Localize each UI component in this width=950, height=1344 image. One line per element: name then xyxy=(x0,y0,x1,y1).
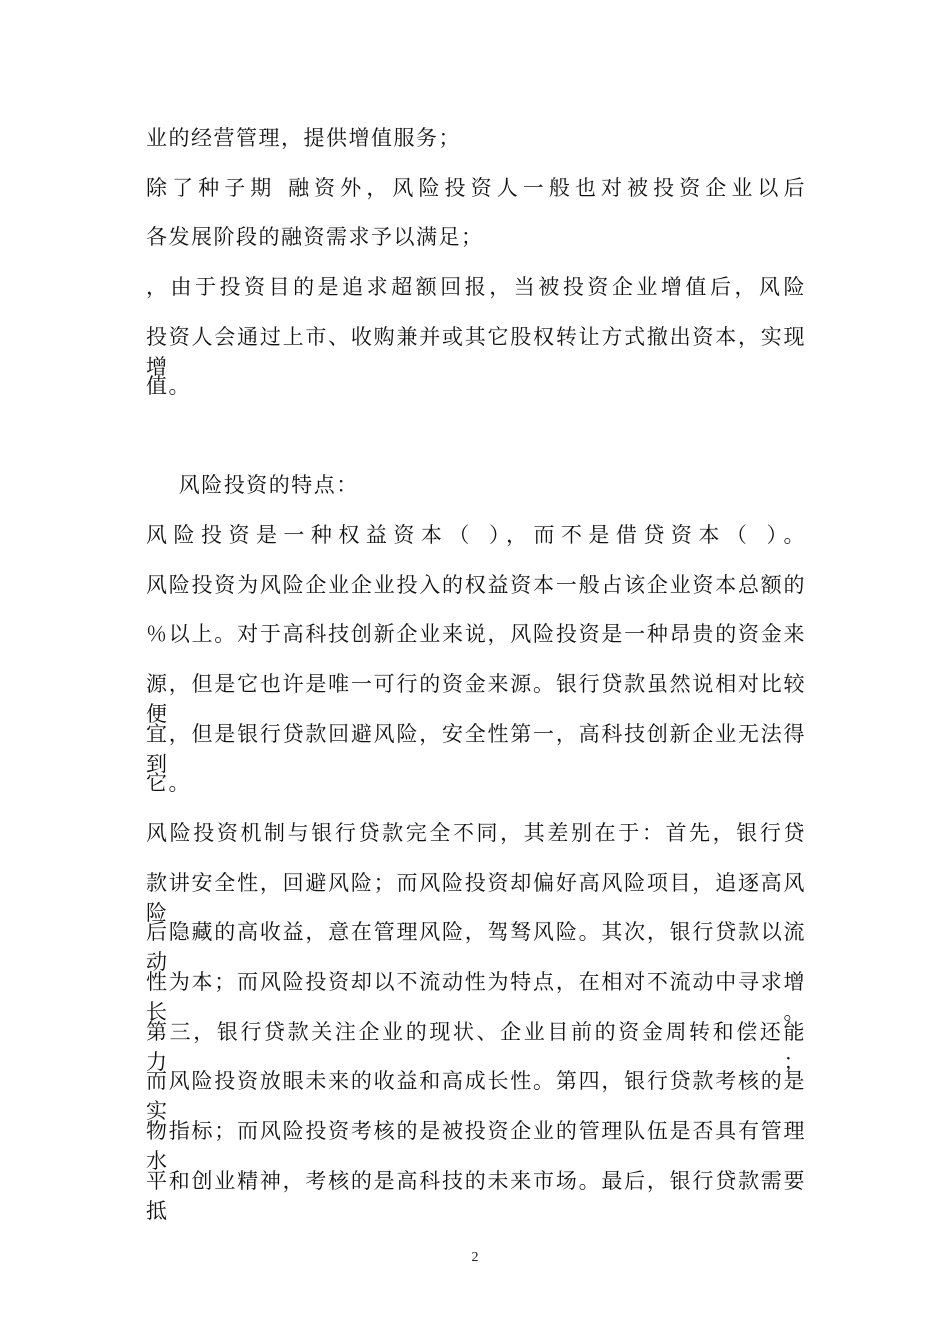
paragraph-line: 业的经营管理，提供增值服务； xyxy=(146,126,461,150)
section-heading: 风险投资的特点： xyxy=(146,473,359,497)
paragraph-line: 物指标；而风险投资考核的是被投资企业的管理队伍是否具有管理水 xyxy=(146,1119,806,1173)
paragraph-line: 款讲安全性，回避风险；而风险投资却偏好高风险项目，追逐高风险 xyxy=(146,871,806,925)
paragraph-line: 第三，银行贷款关注企业的现状、企业目前的资金周转和偿还能力； xyxy=(146,1020,806,1074)
paragraph-line: 它。 xyxy=(146,771,191,795)
paragraph-line: 而风险投资放眼未来的收益和高成长性。第四，银行贷款考核的是实 xyxy=(146,1069,806,1123)
page-number: 2 xyxy=(471,1250,479,1265)
paragraph-line: 值。 xyxy=(146,374,191,398)
paragraph-line: 性为本；而风险投资却以不流动性为特点，在相对不流动中寻求增长。 xyxy=(146,970,806,1024)
paragraph-line: 除了种子期 融资外，风险投资人一般也对被投资企业以后 xyxy=(146,176,806,200)
paragraph-line: 风险投资是一种权益资本（ ），而不是借贷资本（ ）。 xyxy=(146,523,806,547)
paragraph-line: 风险投资为风险企业企业投入的权益资本一般占该企业资本总额的 xyxy=(146,573,806,597)
paragraph-line: 风险投资机制与银行贷款完全不同，其差别在于：首先，银行贷 xyxy=(146,821,806,845)
paragraph-line: ％以上。对于高科技创新企业来说，风险投资是一种昂贵的资金来 xyxy=(146,622,806,646)
paragraph-line: 源，但是它也许是唯一可行的资金来源。银行贷款虽然说相对比较便 xyxy=(146,672,806,726)
paragraph-line: 平和创业精神，考核的是高科技的未来市场。最后，银行贷款需要抵 xyxy=(146,1169,806,1223)
paragraph-line: ，由于投资目的是追求超额回报，当被投资企业增值后，风险 xyxy=(146,275,806,299)
paragraph-line: 投资人会通过上市、收购兼并或其它股权转让方式撤出资本，实现增 xyxy=(146,325,806,379)
paragraph-line: 宜，但是银行贷款回避风险，安全性第一，高科技创新企业无法得到 xyxy=(146,722,806,776)
paragraph-line: 后隐藏的高收益，意在管理风险，驾驽风险。其次，银行贷款以流动 xyxy=(146,920,806,974)
paragraph-line: 各发展阶段的融资需求予以满足； xyxy=(146,225,484,249)
